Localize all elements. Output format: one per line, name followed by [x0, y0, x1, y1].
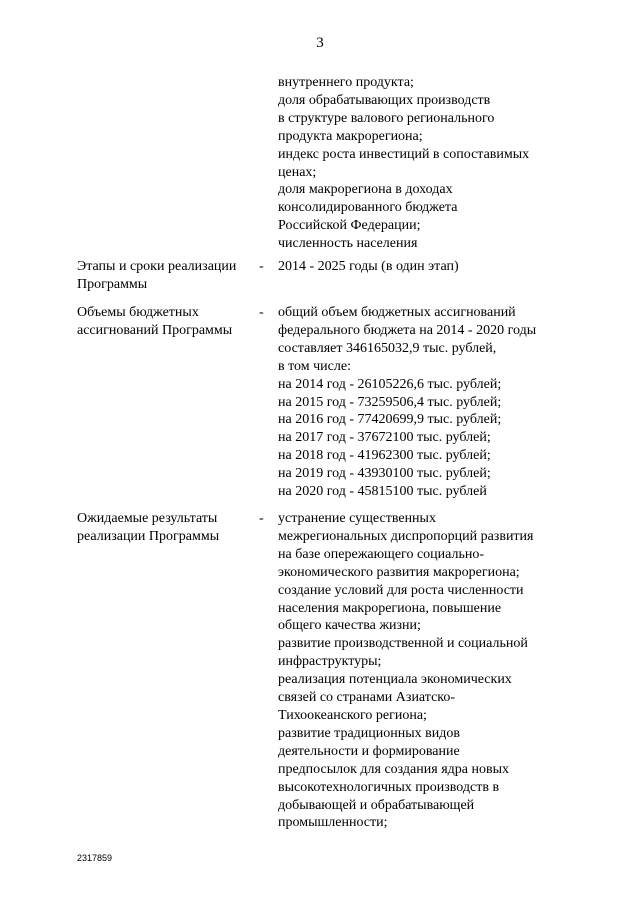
text-line: консолидированного бюджета — [278, 200, 458, 216]
value-line: на базе опережающего социально- — [278, 546, 485, 562]
value-line: предпосылок для создания ядра новых — [278, 761, 509, 777]
results-dash: - — [259, 511, 264, 526]
text-line: численность населения — [278, 236, 418, 252]
results-value — [278, 510, 533, 832]
label-line: ассигнований Программы — [77, 322, 233, 338]
value-line: устранение существенных — [278, 511, 436, 526]
text-line: индекс роста инвестиций в сопоставимых — [278, 146, 530, 162]
value-line: на 2015 год - 73259506,4 тыс. рублей; — [278, 394, 502, 410]
value-line: Тихоокеанского региона; — [278, 707, 427, 723]
stages-label — [77, 258, 236, 294]
value-line: связей со странами Азиатско- — [278, 690, 456, 706]
label-line: Программы — [77, 276, 148, 292]
budget-value — [278, 304, 536, 501]
value-line: высокотехнологичных производств в — [278, 779, 500, 795]
value-line: на 2014 год - 26105226,6 тыс. рублей; — [278, 376, 502, 392]
text-line: ценах; — [278, 164, 317, 180]
document-id: 2317859 — [77, 853, 113, 863]
value-line: инфраструктуры; — [278, 654, 382, 670]
text-line: в структуре валового регионального — [278, 110, 495, 126]
label-line: Объемы бюджетных — [77, 305, 199, 320]
value-line: на 2020 год - 45815100 тыс. рублей — [278, 484, 487, 500]
label-line: реализации Программы — [77, 528, 220, 544]
value-line: в том числе: — [278, 358, 351, 374]
budget-label — [77, 304, 232, 340]
value-line: 2014 - 2025 годы (в один этап) — [278, 259, 459, 274]
value-line: федерального бюджета на 2014 - 2020 годы — [278, 322, 537, 338]
text-line: доля обрабатывающих производств — [278, 92, 491, 108]
budget-dash: - — [259, 305, 264, 320]
value-line: реализация потенциала экономических — [278, 672, 512, 688]
label-line: Этапы и сроки реализации — [77, 259, 237, 274]
value-line: общий объем бюджетных ассигнований — [278, 305, 516, 320]
value-line: на 2018 год - 41962300 тыс. рублей; — [278, 448, 491, 464]
value-line: создание условий для роста численности — [278, 582, 524, 598]
text-line: внутреннего продукта; — [278, 75, 414, 90]
results-label — [77, 510, 219, 546]
page-number: 3 — [316, 35, 324, 51]
value-line: составляет 346165032,9 тыс. рублей, — [278, 340, 497, 356]
stages-value — [278, 258, 459, 276]
stages-dash: - — [259, 259, 264, 274]
text-line: доля макрорегиона в доходах — [278, 182, 453, 198]
value-line: промышленности; — [278, 815, 388, 831]
text-line: Российской Федерации; — [278, 218, 421, 234]
text-line: продукта макрорегиона; — [278, 128, 423, 144]
value-line: экономического развития макрорегиона; — [278, 564, 520, 580]
value-line: деятельности и формирование — [278, 743, 460, 759]
value-line: на 2019 год - 43930100 тыс. рублей; — [278, 466, 491, 482]
value-line: развитие традиционных видов — [278, 725, 460, 741]
value-line: межрегиональных диспропорций развития — [278, 528, 534, 544]
value-line: на 2016 год - 77420699,9 тыс. рублей; — [278, 412, 502, 428]
value-line: общего качества жизни; — [278, 618, 421, 634]
value-line: развитие производственной и социальной — [278, 636, 528, 652]
value-line: населения макрорегиона, повышение — [278, 600, 502, 616]
value-line: добывающей и обрабатывающей — [278, 797, 475, 813]
label-line: Ожидаемые результаты — [77, 511, 218, 526]
value-line: на 2017 год - 37672100 тыс. рублей; — [278, 430, 491, 446]
continuation-text — [278, 74, 529, 253]
